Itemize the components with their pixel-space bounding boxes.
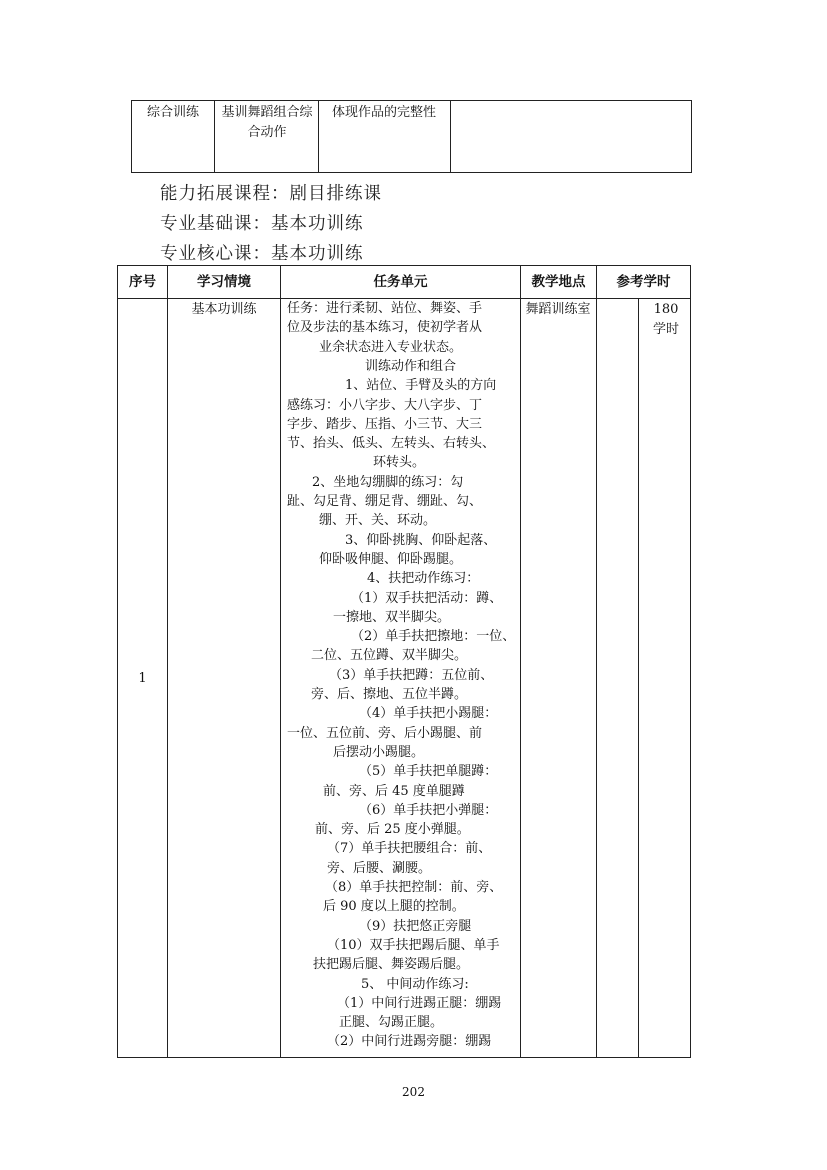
row-location: 舞蹈训练室: [525, 302, 591, 317]
task-line: 2、坐地勾绷脚的练习：勾: [312, 474, 464, 490]
task-line: （4）单手扶把小踢腿：: [359, 706, 498, 722]
header-situation: 学习情境: [197, 274, 251, 290]
task-line: 仰卧吸伸腿、仰卧踢腿。: [319, 551, 463, 567]
task-line: 后摆动小踢腿。: [333, 744, 425, 760]
header-task-unit: 任务单元: [373, 274, 428, 290]
task-line: 字步、踏步、压指、小三节、大三: [287, 416, 483, 432]
task-line: 业余状态进入专业状态。: [319, 339, 463, 355]
task-line: 位及步法的基本练习，使初学者从: [287, 320, 483, 336]
page-number: 202: [402, 1085, 425, 1099]
task-line: （7）单手扶把腰组合：前、: [327, 841, 492, 857]
task-line: 1、站位、手臂及头的方向: [345, 378, 497, 394]
task-line: 前、旁、后 25 度小弹腿。: [315, 822, 470, 838]
heading-foundation-course: 专业基础课：基本功训练: [160, 214, 364, 234]
task-line: （1）中间行进踢正腿：绷踢: [337, 995, 502, 1011]
task-line: 前、旁、后 45 度单腿蹲: [323, 783, 465, 799]
task-line: （5）单手扶把单腿蹲：: [359, 764, 498, 780]
task-line: 3、仰卧挑胸、仰卧起落、: [345, 532, 497, 548]
task-line: 趾、勾足背、绷足背、绷趾、勾、: [287, 494, 483, 509]
task-line: 旁、后、擦地、五位半蹲。: [311, 687, 468, 702]
heading-core-course: 专业核心课：基本功训练: [160, 244, 364, 264]
task-line: （2）中间行进踢旁腿：绷踢: [327, 1034, 492, 1050]
task-line: 一位、五位前、旁、后小踢腿、前: [287, 725, 483, 741]
task-line: 训练动作和组合: [365, 358, 457, 374]
task-line: 二位、五位蹲、双半脚尖。: [311, 648, 468, 664]
top-cell-completeness: 体现作品的完整性: [331, 105, 436, 120]
top-cell-combination: 基训舞蹈组合综合动作: [221, 105, 313, 140]
task-line: （10）双手扶把踢后腿、单手: [327, 937, 500, 953]
task-line: （1）双手扶把活动：蹲、: [351, 590, 503, 606]
row-hours: 180学时: [652, 302, 679, 337]
row-situation: 基本功训练: [191, 302, 257, 317]
task-line: （3）单手扶把蹲：五位前、: [329, 667, 494, 683]
header-hours: 参考学时: [616, 274, 671, 290]
row-index: 1: [138, 671, 147, 686]
task-line: （9）扶把悠正旁腿: [359, 918, 472, 934]
task-line: 一擦地、双半脚尖。: [333, 609, 451, 625]
task-line: 扶把踢后腿、舞姿踢后腿。: [313, 957, 470, 973]
task-line: 绷、开、关、环动。: [319, 513, 437, 529]
header-index: 序号: [129, 274, 156, 290]
task-line: 5、 中间动作练习:: [361, 976, 469, 992]
task-line: 4、扶把动作练习：: [367, 571, 480, 587]
task-line: 旁、后腰、涮腰。: [327, 860, 432, 876]
task-line: 后 90 度以上腿的控制。: [323, 899, 465, 915]
task-line: （2）单手扶把擦地：一位、: [351, 629, 516, 645]
heading-extension-course: 能力拓展课程：剧目排练课: [160, 184, 382, 204]
top-cell-training: 综合训练: [146, 105, 199, 120]
task-line: 正腿、勾踢正腿。: [339, 1015, 444, 1031]
task-unit-text: [281, 299, 520, 1057]
task-line: 环转头。: [373, 455, 426, 471]
task-line: 节、抬头、低头、左转头、右转头、: [287, 436, 496, 452]
task-line: 任务：进行柔韧、站位、舞姿、手: [287, 301, 483, 316]
task-line: （8）单手扶把控制：前、旁、: [325, 880, 503, 895]
task-line: （6）单手扶把小弹腿：: [359, 802, 498, 818]
header-location: 教学地点: [531, 274, 586, 290]
task-line: 感练习：小八字步、大八字步、丁: [287, 397, 483, 413]
